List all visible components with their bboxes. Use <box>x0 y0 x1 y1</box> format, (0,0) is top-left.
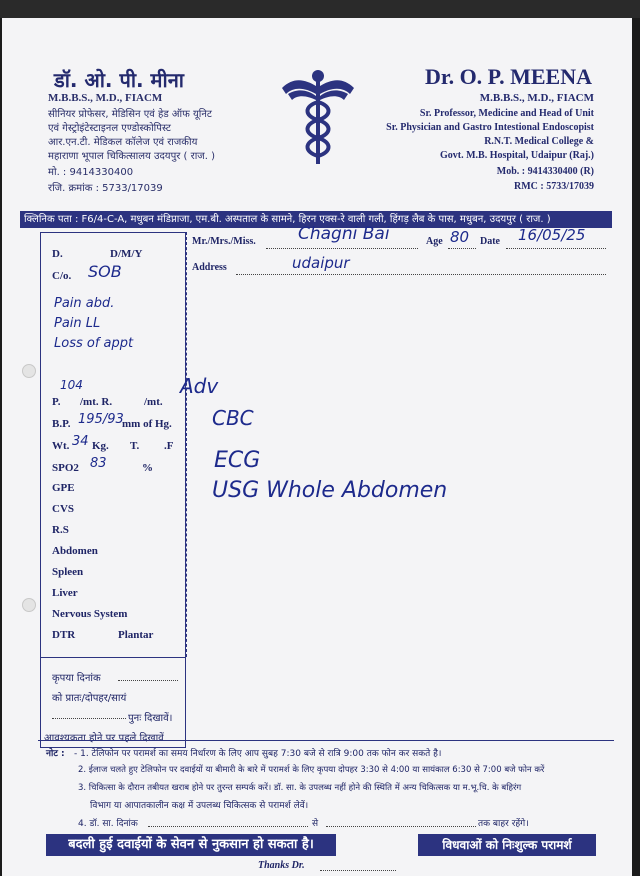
patient-address: udaipur <box>292 254 350 272</box>
plantar-label: Plantar <box>118 629 154 641</box>
patient-name: Chagni Bai <box>298 224 390 244</box>
weight-label: Wt. <box>52 440 70 452</box>
exam-nervous-system: Nervous System <box>52 608 128 620</box>
hindi-line-3: आर.एन.टी. मेडिकल कॉलेज एवं राजकीय <box>48 137 198 148</box>
age-line <box>448 248 476 249</box>
english-line-1: Sr. Professor, Medicine and Head of Unit <box>419 108 594 119</box>
degrees-english: M.B.B.S., M.D., FIACM <box>479 92 594 104</box>
temp-label: T. <box>130 440 140 452</box>
bp-value: 195/93 <box>78 412 124 427</box>
followup-blank <box>52 718 126 719</box>
hindi-line-2: एवं गेस्ट्रोइंटेस्टाइनल एण्डोस्कोपिस्ट <box>48 123 171 134</box>
co-label: C/o. <box>52 270 72 282</box>
followup-again-line: पुनः दिखावें। <box>128 713 173 724</box>
english-mobile: Mob. : 9414330400 (R) <box>496 166 594 177</box>
note-1: - 1. टेलिफोन पर परामर्श का समय निर्धारण के लिए आप सुबह 7:30 बजे से रात्रि 9:00 तक फोन कर सकते है। <box>74 749 442 759</box>
doctor-name-hindi: डॉ. ओ. पी. मीना <box>54 68 184 92</box>
hindi-line-1: सीनियर प्रोफेसर, मेडिसिन एवं हेड ऑफ यूनिट <box>48 109 212 120</box>
note-4-end: तक बाहर रहेंगे। <box>478 819 529 829</box>
address-label: Address <box>192 262 227 273</box>
followup-time-line: को प्रातः/दोपहर/सायं <box>52 693 127 704</box>
weight-value: 34 <box>72 434 89 449</box>
english-line-3: R.N.T. Medical College & <box>484 136 594 147</box>
date-line <box>506 248 606 249</box>
english-line-4: Govt. M.B. Hospital, Udaipur (Raj.) <box>440 150 594 161</box>
scan-dark-edge <box>0 0 640 18</box>
clinical-notes-content <box>40 232 186 748</box>
age-label: Age <box>426 236 443 247</box>
followup-date-blank <box>118 680 178 681</box>
followup-date-line: कृपया दिनांक <box>52 673 101 684</box>
english-rmc: RMC : 5733/17039 <box>514 181 594 192</box>
spo2-value: 83 <box>90 456 107 471</box>
hindi-registration: रजि. क्रमांक : 5733/17039 <box>48 183 163 194</box>
spo2-unit: % <box>142 462 153 474</box>
address-line <box>236 274 606 275</box>
free-consultation-banner: विधवाओं को निःशुल्क परामर्श <box>418 834 596 856</box>
pulse-handwriting: 104 <box>60 378 83 392</box>
exam-cvs: CVS <box>52 503 75 515</box>
bp-label: B.P. <box>52 418 71 430</box>
dmy-label: D/M/Y <box>110 248 143 260</box>
name-line <box>266 248 418 249</box>
bp-unit: mm of Hg. <box>122 418 172 430</box>
degrees-hindi-side: M.B.B.S., M.D., FIACM <box>48 92 163 104</box>
note-4-to: से <box>312 819 319 829</box>
caduceus-icon <box>280 66 356 166</box>
exam-spleen: Spleen <box>52 566 84 578</box>
patient-age: 80 <box>450 228 470 246</box>
punch-hole <box>22 598 36 612</box>
per-min-label: /mt. <box>144 396 163 408</box>
advice-handwriting: Adv <box>180 374 219 398</box>
complaint-1: Pain abd. <box>54 296 115 311</box>
followup-divider <box>40 657 186 658</box>
d-label: D. <box>52 248 63 260</box>
note-3: 3. चिकित्सा के दौरान तबीयत खराब होने पर तुरन्त सम्पर्क करें। डॉ. सा. के उपलब्ध नहीं होने की स्थिति में अन्य चिकित्सक या म.भू.चि. के बहिरंग <box>78 783 522 793</box>
exam-liver: Liver <box>52 587 78 599</box>
hindi-mobile: मो. : 9414330400 <box>48 167 134 178</box>
investigation-3: USG Whole Abdomen <box>212 478 448 503</box>
clinic-address-bar: क्लिनिक पता : F6/4-C-A, मधुबन मंडिप्नाजा, एम.बी. अस्पताल के सामने, हिरन एक्स-रे वाली गली, हिंगड़ लैब के पास, मधुबन, उदयपुर ( राज. ) <box>20 211 612 228</box>
kg-label: Kg. <box>92 440 109 452</box>
note-3-cont: विभाग या आपातकालीन कक्ष में उपलब्ध चिकित्सक से परामर्श लेवें। <box>90 801 309 811</box>
dtr-label: DTR <box>52 629 76 641</box>
complaint-2: Pain LL <box>54 316 101 331</box>
name-label: Mr./Mrs./Miss. <box>192 236 256 247</box>
punch-hole <box>22 364 36 378</box>
note-4: 4. डॉ. सा. दिनांक <box>78 819 138 829</box>
pulse-label: P. <box>52 396 61 408</box>
hindi-line-4: महाराणा भूपाल चिकित्सालय उदयपुर ( राज. ) <box>48 151 215 162</box>
notes-divider <box>38 740 614 741</box>
exam-gpe: GPE <box>52 482 75 494</box>
note-4-to-blank <box>326 826 476 827</box>
date-label: Date <box>480 236 500 247</box>
resp-label: /mt. R. <box>80 396 113 408</box>
english-line-2: Sr. Physician and Gastro Intestional Endoscopist <box>386 122 594 133</box>
thanks-line <box>320 870 396 871</box>
investigation-1: CBC <box>212 406 254 430</box>
note-4-from-blank <box>148 826 308 827</box>
investigation-2: ECG <box>214 448 261 473</box>
exam-abdomen: Abdomen <box>52 545 98 557</box>
complaint-3: Loss of appt <box>54 336 134 351</box>
spo2-label: SPO2 <box>52 462 79 474</box>
note-2: 2. ईलाज चलते हुए टेलिफोन पर दवाईयों या बीमारी के बारे में परामर्श के लिए कृपया दोपहर 3:30 से 4:00 या सायंकाल 6:30 से 7:00 बजे फोन करें <box>78 765 545 775</box>
notes-label: नोट : <box>46 749 65 759</box>
thanks-label: Thanks Dr. <box>258 860 305 871</box>
followup-earlier-line: आवश्यकता होने पर पहले दिखावें <box>44 733 164 744</box>
doctor-name-english: Dr. O. P. MEENA <box>424 64 592 89</box>
prescription-sheet <box>2 18 632 876</box>
exam-rs: R.S <box>52 524 69 536</box>
chief-complaint-handwriting: SOB <box>88 262 122 281</box>
warning-banner: बदली हुई दवाईयों के सेवन से नुकसान हो सकता है। <box>46 834 336 856</box>
visit-date: 16/05/25 <box>518 226 586 244</box>
fahrenheit-label: .F <box>164 440 174 452</box>
